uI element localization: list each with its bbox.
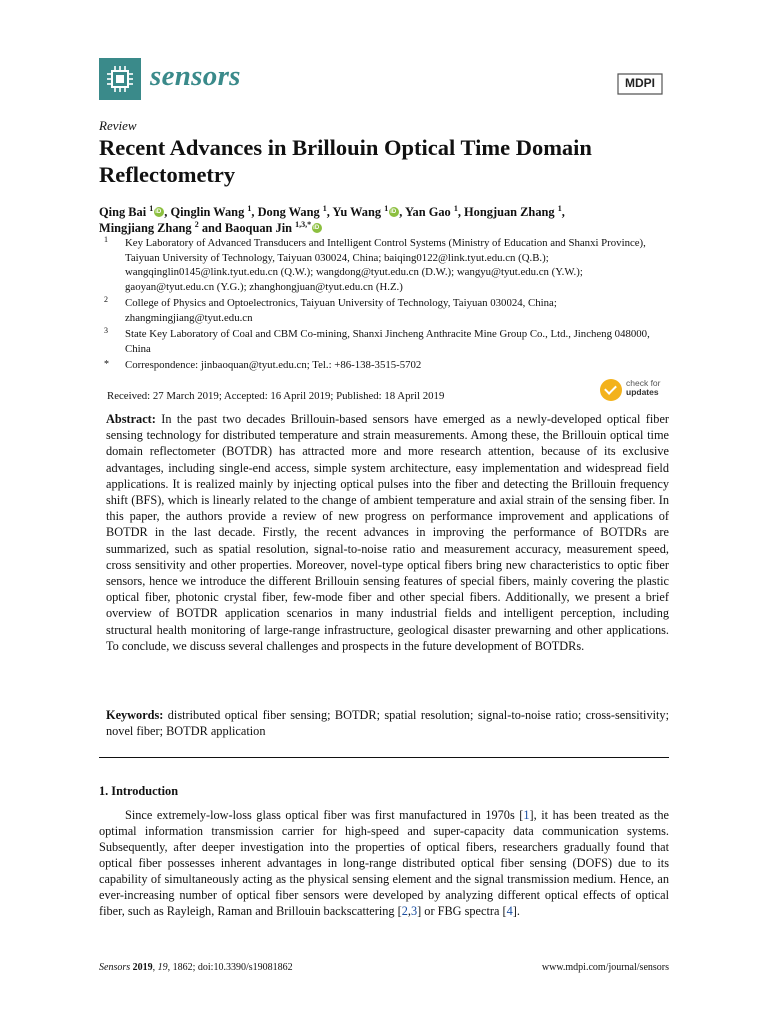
- author-separator: ,: [251, 205, 258, 219]
- intro-text: ].: [512, 904, 520, 918]
- abstract-text: In the past two decades Brillouin-based sensors have emerged as a newly-developed optical fiber sensing technology for distributed temperature and strain measurements. Among these, the Brillouin optical time domain reflectometer (BOTDR) has attracted more and more research attention, because of its exclusive advantages, including single-end access, simple system architecture, easy implementation and widespread field applications. It is realized mainly by injecting optical pulses into the fiber and detecting the Brillouin frequency shift (BFS), which is linearly related to the change of ambient temperature and axial strain of the sensing fiber. In this paper, the authors provide a review of new progress on performance improvement and applications of BOTDR in the last decade. Firstly, the recent advances in improving the performance of BOTDRs are summarized, such as spatial resolution, signal-to-noise ratio and measurement accuracy, measurement speed, cross sensitivity and other properties. Moreover, novel-type optical fibers bring new characteristics to optic fiber sensors, hence we introduce the different Brillouin sensing features of special fibers, mainly covering the plastic optical fiber, photonic crystal fiber, few-mode fiber and other special fibers. Additionally, we present a brief overview of BOTDR application scenarios in many industrial fields and intelligent perception, including structural health monitoring of large-range infrastructure, geological disaster prewarning and other applications. To conclude, we discuss several challenges and prospects in the future development of BOTDRs.: [106, 412, 669, 653]
- orcid-icon[interactable]: [312, 223, 322, 233]
- author-separator: ,: [399, 205, 405, 219]
- author-name[interactable]: Dong Wang: [257, 205, 323, 219]
- intro-text: ] or FBG spectra [: [417, 904, 507, 918]
- author-name[interactable]: Yu Wang: [332, 205, 385, 219]
- citation-link[interactable]: 1: [523, 808, 530, 822]
- footer-volume: 19: [157, 962, 168, 973]
- author-list: [99, 204, 669, 236]
- abstract-label: Abstract:: [106, 412, 156, 426]
- paper-title: Recent Advances in Brillouin Optical Time Domain Reflectometry: [99, 135, 592, 187]
- author-separator: and: [198, 221, 225, 235]
- author-name[interactable]: Qinglin Wang: [170, 205, 248, 219]
- footer-year: 2019: [132, 962, 153, 973]
- check-updates-line1: check for: [626, 378, 661, 388]
- citation-footer: Sensors 2019, 19, 1862; doi:10.3390/s19081862: [99, 962, 293, 973]
- author-affil-sup: 1,3,*: [295, 219, 312, 229]
- section-heading: 1. Introduction: [99, 784, 179, 798]
- intro-text: Since extremely-low-loss glass optical fiber was first manufactured in 1970s [: [125, 808, 524, 822]
- intro-text: ], it has been treated as the optimal information transmission carrier for high-speed and super-capacity data communication systems. Subsequently, after deeper investigation into the properties of optical fibers, researchers gradually found that optical fiber possesses inherent advantages in long-range distributed optical fiber sensing (DOFS) due to its capability of simultaneously acting as the physical sensing element and the signal transmission medium. Hence, an ever-increasing number of optical fiber sensors were developed by analyzing different optical effects of optical fiber, such as Rayleigh, Raman and Brillouin backscattering [: [99, 808, 669, 918]
- affiliation-text: College of Physics and Optoelectronics, Taiyuan University of Technology, Taiyuan 030024, China; zhangmingjiang@tyut.edu.cn: [125, 297, 557, 324]
- author-affil-sup: 2: [194, 219, 199, 229]
- keywords-label: Keywords:: [106, 708, 164, 722]
- affiliation-number: *: [104, 358, 109, 370]
- affiliation-number: 3: [104, 325, 108, 335]
- affiliation-item: [99, 296, 669, 325]
- publisher-logo[interactable]: [614, 70, 666, 98]
- affiliation-text: Key Laboratory of Advanced Transducers and Intelligent Control Systems (Ministry of Education and Shanxi Province), Taiyuan University of Technology, Taiyuan 030024, China; baiqing0122@link.tyut.edu.cn (Q.B.); wangqinglin0145@link.tyut.edu.cn (Q.W.); wangdong@tyut.edu.cn (D.W.); wangyu@tyut.edu.cn (Y.W.); gaoyan@tyut.edu.cn (Y.G.); zhanghongjuan@tyut.edu.cn (H.Z.): [125, 237, 646, 293]
- article-type: Review: [99, 118, 137, 133]
- author-separator: ,: [326, 205, 333, 219]
- footer-journal: Sensors: [99, 962, 131, 973]
- checkmark-icon: [600, 379, 622, 401]
- citation-link[interactable]: 2: [401, 904, 408, 918]
- affiliation-number: 2: [104, 295, 108, 305]
- journal-name: sensors: [150, 60, 241, 92]
- orcid-icon[interactable]: [154, 207, 164, 217]
- affiliation-item: [99, 327, 669, 356]
- intro-text: ,: [407, 904, 411, 918]
- affiliation-text: State Key Laboratory of Coal and CBM Co-mining, Shanxi Jincheng Anthracite Mine Group Co., Ltd., Jincheng 048000, China: [125, 327, 650, 355]
- abstract: [106, 411, 669, 654]
- author-name[interactable]: Qing Bai: [99, 205, 150, 219]
- author-affil-sup: 1: [557, 203, 562, 213]
- journal-logo: [99, 58, 141, 100]
- author-name[interactable]: Mingjiang Zhang: [99, 221, 195, 235]
- author-separator: ,: [457, 205, 465, 219]
- divider: [99, 757, 669, 758]
- sensor-chip-icon: [99, 58, 141, 100]
- author-separator: ,: [164, 205, 171, 219]
- author-name[interactable]: Yan Gao: [404, 205, 454, 219]
- affiliation-item: [99, 236, 669, 294]
- author-affil-sup: 1: [149, 203, 154, 213]
- publisher-name: MDPI: [625, 76, 655, 90]
- citation-link[interactable]: 3: [410, 904, 418, 918]
- intro-paragraph: [99, 807, 669, 919]
- footer-doi: , 1862; doi:10.3390/s19081862: [167, 962, 293, 973]
- author-name[interactable]: Hongjuan Zhang: [464, 205, 558, 219]
- citation-link[interactable]: 4: [506, 904, 513, 918]
- affiliation-item: [99, 358, 669, 373]
- affiliation-number: 1: [104, 235, 108, 244]
- check-for-updates-button[interactable]: [600, 377, 670, 403]
- keywords: [106, 707, 669, 739]
- author-affil-sup: 1: [247, 203, 252, 213]
- check-updates-line2: updates: [626, 387, 659, 397]
- keywords-text: distributed optical fiber sensing; BOTDR; spatial resolution; signal-to-noise ratio; cross-sensitivity; novel fiber; BOTDR application: [106, 708, 669, 739]
- journal-url-link[interactable]: www.mdpi.com/journal/sensors: [541, 962, 669, 973]
- author-name[interactable]: Baoquan Jin: [224, 221, 296, 235]
- affiliation-text: Correspondence: jinbaoquan@tyut.edu.cn; Tel.: +86-138-3515-5702: [125, 358, 422, 371]
- orcid-icon[interactable]: [389, 207, 399, 217]
- author-affil-sup: 1: [384, 203, 389, 213]
- author-separator: ,: [561, 205, 565, 219]
- author-affil-sup: 1: [453, 203, 458, 213]
- publication-dates: Received: 27 March 2019; Accepted: 16 April 2019; Published: 18 April 2019: [107, 390, 445, 402]
- affiliations: [99, 236, 669, 374]
- author-affil-sup: 1: [322, 203, 327, 213]
